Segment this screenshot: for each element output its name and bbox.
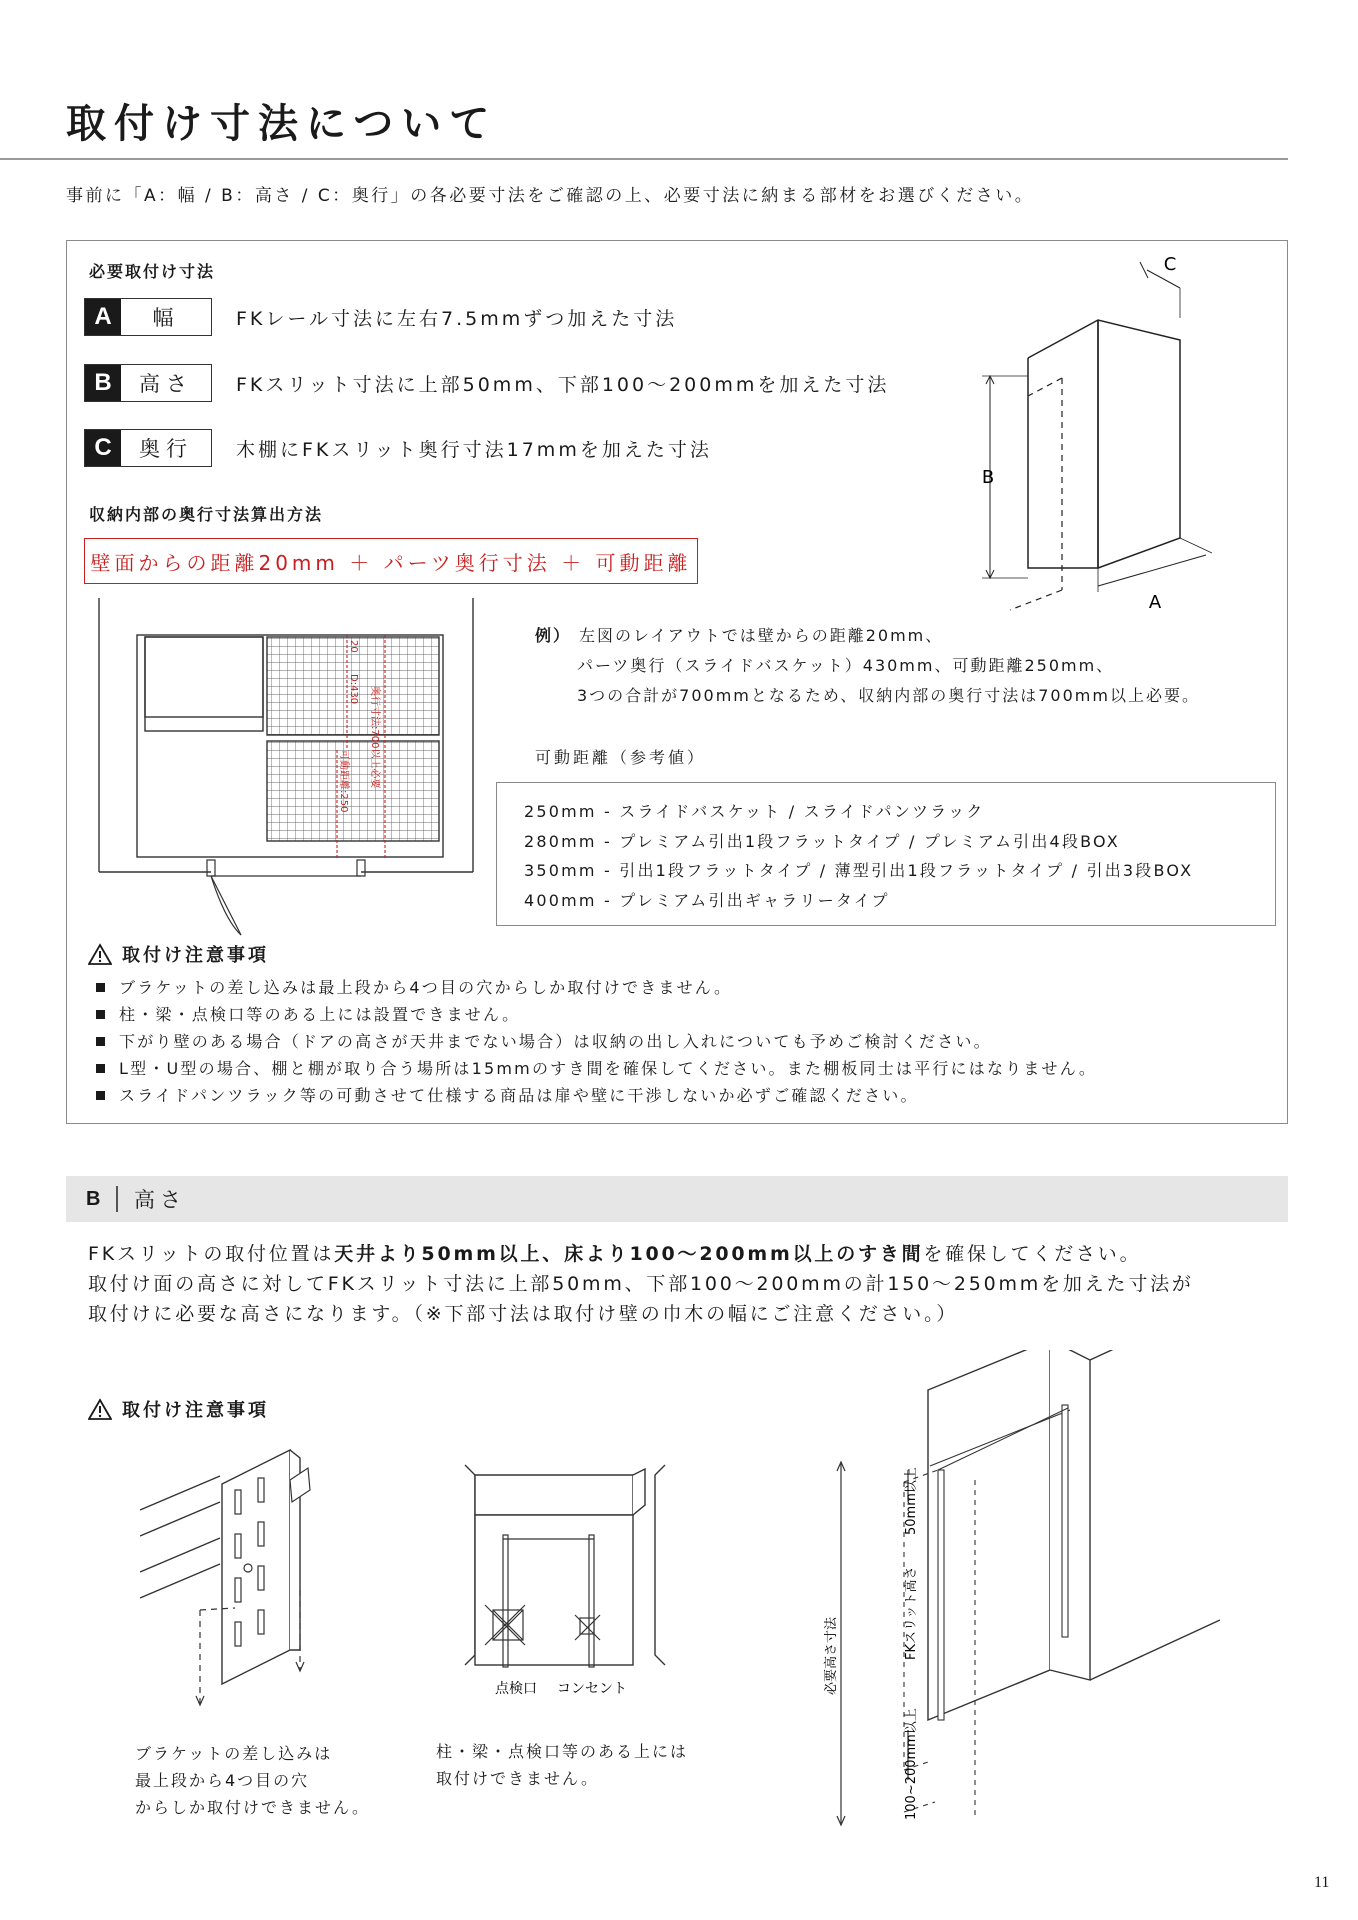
dim-row-a — [84, 298, 212, 336]
depth-formula-box: 壁面からの距離20mm ＋ パーツ奥行寸法 ＋ 可動距離 — [84, 538, 698, 584]
movable-distance-heading: 可動距離（参考値） — [535, 748, 707, 767]
label-b: B — [981, 467, 995, 488]
label-required-height: 必要高さ寸法 — [824, 1616, 839, 1695]
label-a: A — [1148, 592, 1162, 613]
bullet-icon — [96, 1037, 105, 1046]
movable-distance-list — [496, 782, 1276, 926]
intro-text: 事前に「A：幅 / B：高さ / C：奥行」の各必要寸法をご確認の上、必要寸法に納まる部材をお選びください。 — [66, 186, 1035, 206]
page-title: 取付け寸法について — [66, 101, 498, 147]
dim-letter: A — [85, 299, 121, 335]
section-b-body — [88, 1239, 1194, 1329]
list-item — [96, 974, 1097, 1001]
dim-name: 幅 — [152, 306, 180, 330]
list-item — [96, 1028, 1097, 1055]
example-line: 左図のレイアウトでは壁からの距離20mm、 — [579, 626, 944, 645]
example-text — [535, 621, 1200, 711]
label-outlet: コンセント — [557, 1681, 627, 1697]
dim-row-c — [84, 429, 212, 467]
bullet-icon — [96, 983, 105, 992]
body-text-part: FKスリットの取付位置は — [88, 1243, 335, 1265]
warning-icon — [88, 1398, 112, 1420]
caption-line: からしか取付けできません。 — [135, 1798, 370, 1817]
required-dimensions-heading: 必要取付け寸法 — [89, 262, 216, 281]
label-slit-height: FKスリット高さ — [904, 1566, 919, 1660]
page-number: 11 — [1314, 1874, 1330, 1891]
box-dimension-diagram — [950, 248, 1230, 628]
title-divider — [0, 158, 1288, 160]
label-top-gap: 50mm以上 — [904, 1467, 919, 1535]
caption-line: ブラケットの差し込みは — [135, 1744, 333, 1763]
depth-calc-heading: 収納内部の奥行寸法算出方法 — [89, 505, 324, 524]
height-dimension-figure — [800, 1350, 1220, 1850]
plan-label-wall: 20 — [348, 640, 359, 653]
fig1-caption — [135, 1740, 370, 1821]
dim-desc-a: FKレール寸法に左右7.5mmずつ加えた寸法 — [236, 308, 678, 330]
dim-name: 奥行 — [139, 437, 193, 461]
plan-label-movable: 可動距離:250 — [338, 750, 349, 813]
dim-row-b — [84, 364, 212, 402]
list-item: 280mm - プレミアム引出1段フラットタイプ / プレミアム引出4段BOX — [524, 831, 1120, 851]
label-c: C — [1163, 254, 1177, 275]
label-inspection: 点検口 — [495, 1681, 537, 1697]
plan-label-total: 奥行寸法:700以上必要 — [369, 686, 380, 789]
body-text-part: を確保してください。 — [923, 1243, 1142, 1265]
list-item — [96, 1055, 1097, 1082]
caution-list — [96, 974, 1097, 1109]
bullet-icon — [96, 1091, 105, 1100]
list-item-text: ブラケットの差し込みは最上段から4つ目の穴からしか取付けできません。 — [119, 978, 733, 997]
label-bottom-gap: 100~200mm以上 — [904, 1708, 919, 1820]
section-title: 高さ — [133, 1188, 186, 1212]
list-item: 350mm - 引出1段フラットタイプ / 薄型引出1段フラットタイプ / 引出3段BOX — [524, 861, 1194, 880]
warning-icon — [88, 943, 112, 965]
caption-line: 最上段から4つ目の穴 — [135, 1771, 310, 1790]
body-text-line: 取付けに必要な高さになります。（※下部寸法は取付け壁の巾木の幅にご注意ください。） — [88, 1303, 959, 1325]
example-line: パーツ奥行（スライドバスケット）430mm、可動距離250mm、 — [577, 656, 1115, 675]
caption-line: 取付けできません。 — [436, 1769, 599, 1788]
list-item — [96, 1001, 1097, 1028]
dim-letter: B — [85, 365, 121, 401]
list-item: 250mm - スライドバスケット / スライドパンツラック — [524, 802, 985, 821]
caution-heading — [88, 941, 269, 967]
section-letter: B — [86, 1187, 101, 1210]
caution-heading-label: 取付け注意事項 — [122, 945, 269, 966]
list-item — [96, 1082, 1097, 1109]
example-line: 3つの合計が700mmとなるため、収納内部の奥行寸法は700mm以上必要。 — [577, 686, 1200, 705]
section-b-header — [66, 1176, 1288, 1222]
body-text-bold: 天井より50mm以上、床より100〜200mm以上のすき間 — [334, 1243, 924, 1265]
bullet-icon — [96, 1064, 105, 1073]
section-separator — [116, 1186, 118, 1212]
caption-line: 柱・梁・点検口等のある上には — [436, 1742, 689, 1761]
list-item: 400mm - プレミアム引出ギャラリータイプ — [524, 890, 890, 910]
dim-name: 高さ — [139, 372, 193, 396]
dim-desc-c: 木棚にFKスリット奥行寸法17mmを加えた寸法 — [236, 439, 712, 461]
bracket-slit-figure — [140, 1440, 340, 1720]
list-item-text: スライドパンツラック等の可動させて仕様する商品は扉や壁に干渉しないか必ずご確認ください。 — [119, 1086, 919, 1105]
section-b-caution-heading — [88, 1396, 269, 1422]
example-label: 例） — [535, 626, 572, 645]
list-item-text: 下がり壁のある場合（ドアの高さが天井までない場合）は収納の出し入れについても予めご検討ください。 — [119, 1032, 992, 1051]
dim-letter: C — [85, 430, 121, 466]
obstruction-figure — [455, 1455, 675, 1715]
closet-plan-diagram — [95, 590, 485, 940]
list-item-text: 柱・梁・点検口等のある上には設置できません。 — [119, 1005, 521, 1024]
dim-desc-b: FKスリット寸法に上部50mm、下部100〜200mmを加えた寸法 — [236, 374, 890, 396]
plan-label-depth: D:430 — [348, 674, 359, 705]
fig2-caption — [436, 1738, 688, 1792]
bullet-icon — [96, 1010, 105, 1019]
body-text-line: 取付け面の高さに対してFKスリット寸法に上部50mm、下部100〜200mmの計150〜250mmを加えた寸法が — [88, 1273, 1194, 1295]
caution-heading-label: 取付け注意事項 — [122, 1400, 269, 1421]
list-item-text: L型・U型の場合、棚と棚が取り合う場所は15mmのすき間を確保してください。また棚板同士は平行にはなりません。 — [119, 1059, 1098, 1078]
